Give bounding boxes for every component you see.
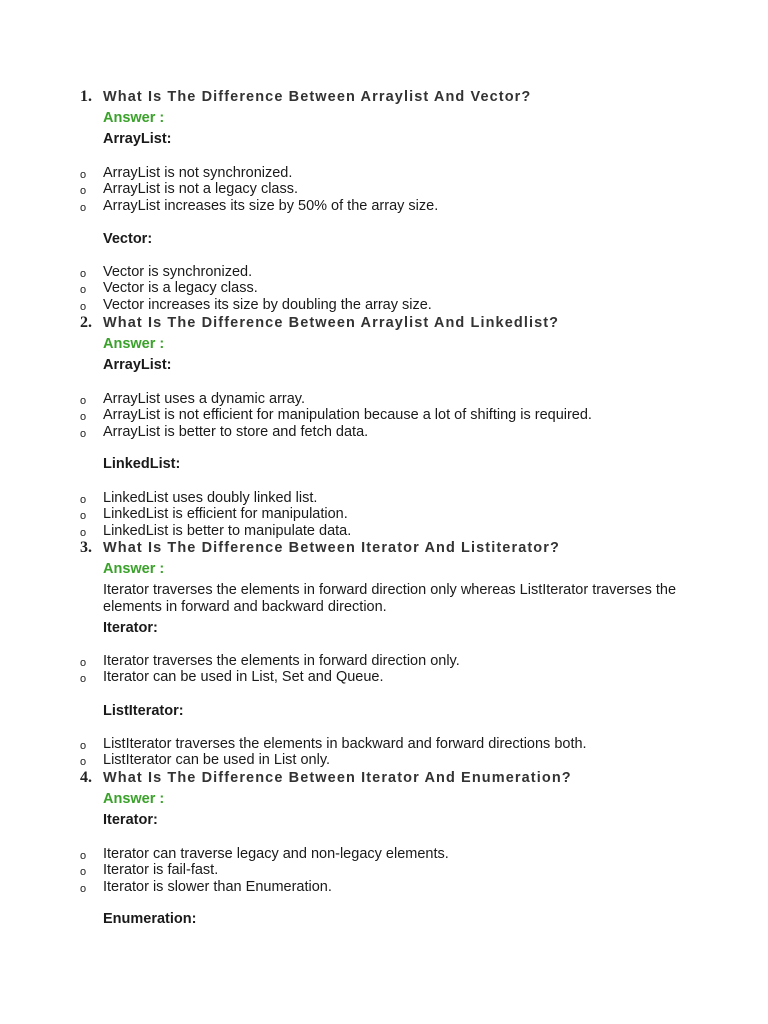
question-heading xyxy=(80,314,559,332)
bullet-icon: o xyxy=(80,526,87,539)
list-item: o ArrayList uses a dynamic array. xyxy=(80,391,305,407)
bullet-icon: o xyxy=(80,494,87,506)
bullet-list xyxy=(0,490,768,539)
bullet-icon: o xyxy=(80,268,87,280)
list-item: o ArrayList increases its size by 50% of the array size. xyxy=(80,197,439,214)
list-item: o Iterator can be used in List, Set and Queue. xyxy=(80,669,384,686)
section-heading-linkedlist: LinkedList: xyxy=(103,456,181,472)
list-item: o Vector increases its size by doubling the array size. xyxy=(80,296,432,313)
list-item: o ListIterator traverses the elements in backward and forward directions both. xyxy=(80,736,587,752)
bullet-icon: o xyxy=(80,510,87,523)
list-item: o ListIterator can be used in List only. xyxy=(80,752,331,769)
bullet-icon: o xyxy=(80,756,87,769)
bullet-icon: o xyxy=(80,882,87,895)
section-heading-iterator: Iterator: xyxy=(103,812,158,828)
bullet-list xyxy=(0,391,768,440)
list-item: o Vector is synchronized. xyxy=(80,264,253,280)
section-heading-enumeration: Enumeration: xyxy=(103,911,197,927)
question-title: What Is The Difference Between Arraylist And Linkedlist? xyxy=(103,315,560,331)
question-heading xyxy=(80,88,531,106)
question-title: What Is The Difference Between Arraylist And Vector? xyxy=(103,89,532,105)
bullet-icon: o xyxy=(80,169,87,181)
question-title: What Is The Difference Between Iterator And Listiterator? xyxy=(103,540,560,556)
section-heading-arraylist: ArrayList: xyxy=(103,357,172,373)
list-item: o LinkedList is efficient for manipulation. xyxy=(80,506,348,523)
section-heading-iterator: Iterator: xyxy=(103,620,158,636)
section-heading-listiterator: ListIterator: xyxy=(103,703,184,719)
bullet-list xyxy=(0,653,768,686)
list-item: o Vector is a legacy class. xyxy=(80,280,258,297)
bullet-icon: o xyxy=(80,201,87,214)
bullet-list xyxy=(0,165,768,214)
bullet-list xyxy=(0,736,768,769)
bullet-icon: o xyxy=(80,395,87,407)
question-heading xyxy=(80,769,572,787)
question-number: 3. xyxy=(80,539,92,556)
bullet-list xyxy=(0,264,768,313)
answer-label: Answer : xyxy=(103,110,165,126)
list-item: o Iterator is fail-fast. xyxy=(80,862,219,879)
answer-label: Answer : xyxy=(103,336,165,352)
bullet-icon: o xyxy=(80,411,87,424)
question-number: 1. xyxy=(80,88,92,105)
list-item: o ArrayList is not a legacy class. xyxy=(80,181,299,198)
bullet-icon: o xyxy=(80,850,87,862)
question-title: What Is The Difference Between Iterator And Enumeration? xyxy=(103,770,572,786)
answer-label: Answer : xyxy=(103,791,165,807)
bullet-list xyxy=(0,846,768,895)
list-item: o LinkedList uses doubly linked list. xyxy=(80,490,318,506)
bullet-icon: o xyxy=(80,300,87,313)
question-number: 2. xyxy=(80,314,92,331)
bullet-icon: o xyxy=(80,673,87,686)
bullet-icon: o xyxy=(80,740,87,752)
section-heading-vector: Vector: xyxy=(103,231,153,247)
bullet-icon: o xyxy=(80,427,87,440)
answer-intro: Iterator traverses the elements in forward direction only whereas ListIterator traverses the elements in forward and backward direction. xyxy=(103,582,677,615)
list-item: o Iterator traverses the elements in forward direction only. xyxy=(80,653,460,669)
question-number: 4. xyxy=(80,769,92,786)
bullet-icon: o xyxy=(80,866,87,879)
answer-label: Answer : xyxy=(103,561,165,577)
question-heading xyxy=(80,539,560,557)
list-item: o Iterator can traverse legacy and non-legacy elements. xyxy=(80,846,449,862)
list-item: o ArrayList is not synchronized. xyxy=(80,165,293,181)
bullet-icon: o xyxy=(80,284,87,297)
bullet-icon: o xyxy=(80,185,87,198)
bullet-icon: o xyxy=(80,657,87,669)
list-item: o ArrayList is better to store and fetch data. xyxy=(80,423,369,440)
section-heading-arraylist: ArrayList: xyxy=(103,131,172,147)
list-item: o ArrayList is not efficient for manipulation because a lot of shifting is required. xyxy=(80,407,592,424)
list-item: o Iterator is slower than Enumeration. xyxy=(80,878,332,895)
list-item: o LinkedList is better to manipulate data. xyxy=(80,522,352,539)
